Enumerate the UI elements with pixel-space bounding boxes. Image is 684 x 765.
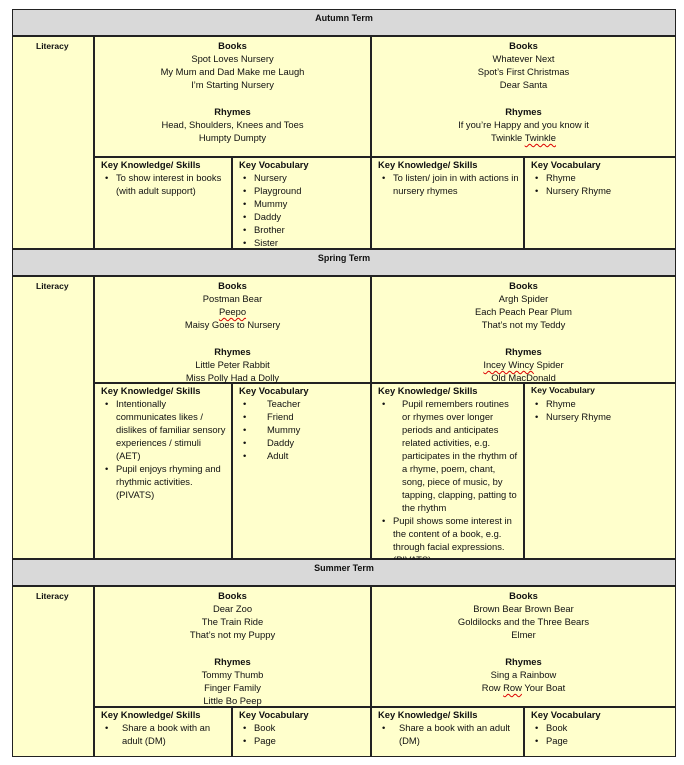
vocab-item: • Rhyme: [529, 171, 671, 184]
books-heading: Books: [509, 280, 538, 291]
books-heading: Books: [509, 590, 538, 601]
vocab-item: • Page: [237, 734, 366, 747]
book-title: Whatever Next: [492, 53, 555, 64]
book-title: Peepo: [218, 306, 247, 317]
subject-label: [12, 276, 94, 559]
skill-item: • Share a book with an adult (DM): [99, 721, 227, 747]
vocab-item: • Playground: [237, 184, 366, 197]
books-rhymes-cell: [371, 36, 676, 157]
skill-item: • Pupil enjoys rhyming and rhythmic activities. (PIVATS): [99, 462, 227, 501]
subject-text: Literacy: [36, 591, 69, 601]
subject-label: [12, 36, 94, 249]
vocab-item: • Page: [529, 734, 671, 747]
rhyme-title: Row Row Your Boat: [481, 682, 566, 693]
vocab-item: • Teacher: [237, 397, 366, 410]
skills-heading: Key Knowledge/ Skills: [378, 709, 478, 720]
book-title: Postman Bear: [202, 293, 263, 304]
rhyme-title: Humpty Dumpty: [198, 132, 267, 143]
books-rhymes-cell: [371, 586, 676, 707]
book-title: I’m Starting Nursery: [191, 79, 274, 90]
rhyme-title: If you’re Happy and you know it: [458, 119, 589, 130]
vocab-heading: Key Vocabulary: [239, 385, 309, 396]
skills-cell: [94, 383, 232, 559]
vocab-cell: [524, 383, 676, 559]
vocab-item: • Sister: [237, 236, 366, 249]
vocab-item: • Adult: [237, 449, 366, 462]
books-rhymes-cell: [94, 36, 371, 157]
books-heading: Books: [218, 280, 247, 291]
books-rhymes-cell: [371, 276, 676, 383]
book-title: The Train Ride: [201, 616, 264, 627]
book-title: Dear Zoo: [212, 603, 253, 614]
rhyme-title: Twinkle Twinkle: [491, 132, 556, 143]
books-heading: Books: [218, 40, 247, 51]
book-title: Argh Spider: [498, 293, 549, 304]
rhymes-heading: Rhymes: [505, 346, 542, 357]
vocab-item: • Nursery Rhyme: [529, 184, 671, 197]
vocab-item: • Mummy: [237, 423, 366, 436]
vocab-item: • Rhyme: [529, 397, 671, 410]
vocab-item: • Nursery Rhyme: [529, 410, 671, 423]
term-title: Autumn Term: [315, 13, 373, 23]
rhyme-title: Old MacDonald: [491, 372, 556, 383]
books-rhymes-cell: [94, 276, 371, 383]
term-title: Summer Term: [314, 563, 374, 573]
rhyme-title: Little Peter Rabbit: [195, 359, 270, 370]
rhyme-title: Miss Polly Had a Dolly: [185, 372, 280, 383]
rhymes-heading: Rhymes: [505, 106, 542, 117]
term-heading-spring: [12, 249, 676, 276]
skills-heading: Key Knowledge/ Skills: [101, 709, 201, 720]
vocab-cell: [232, 383, 371, 559]
rhymes-heading: Rhymes: [214, 656, 251, 667]
rhymes-heading: Rhymes: [214, 346, 251, 357]
skills-heading: Key Knowledge/ Skills: [378, 385, 478, 396]
book-title: My Mum and Dad Make me Laugh: [160, 66, 305, 77]
books-heading: Books: [509, 40, 538, 51]
vocab-item: • Nursery: [237, 171, 366, 184]
vocab-cell: [524, 157, 676, 249]
book-title: That’s not my Teddy: [481, 319, 566, 330]
vocab-item: • Mummy: [237, 197, 366, 210]
rhymes-heading: Rhymes: [505, 656, 542, 667]
book-title: Spot’s First Christmas: [477, 66, 570, 77]
books-heading: Books: [218, 590, 247, 601]
books-rhymes-cell: [94, 586, 371, 707]
skills-cell: [371, 383, 524, 559]
vocab-cell: [232, 707, 371, 757]
rhymes-heading: Rhymes: [214, 106, 251, 117]
skills-heading: Key Knowledge/ Skills: [378, 159, 478, 170]
vocab-item: • Book: [529, 721, 671, 734]
vocab-item: • Daddy: [237, 436, 366, 449]
book-title: Maisy Goes to Nursery: [184, 319, 281, 330]
rhyme-title: Tommy Thumb: [201, 669, 264, 680]
book-title: Goldilocks and the Three Bears: [457, 616, 590, 627]
rhyme-title: Head, Shoulders, Knees and Toes: [161, 119, 304, 130]
book-title: Dear Santa: [499, 79, 548, 90]
subject-text: Literacy: [36, 281, 69, 291]
subject-label: [12, 586, 94, 757]
rhyme-title: Finger Family: [204, 682, 261, 693]
book-title: That’s not my Puppy: [189, 629, 276, 640]
skill-item: • Pupil shows some interest in the content of a book, e.g. through facial expressions.: [376, 514, 519, 566]
rhyme-title: Little Bo Peep: [203, 695, 262, 706]
vocab-item: • Daddy: [237, 210, 366, 223]
book-title: Elmer: [511, 629, 536, 640]
vocab-heading: Key Vocabulary: [239, 709, 309, 720]
vocab-heading: Key Vocabulary: [531, 709, 601, 720]
skill-item: • Share a book with an adult (DM): [376, 721, 519, 747]
skill-item: • Intentionally communicates likes / dislikes of familiar sensory experiences / stimuli (AET): [99, 397, 227, 462]
skills-heading: Key Knowledge/ Skills: [101, 385, 201, 396]
vocab-heading: Key Vocabulary: [531, 385, 595, 395]
vocab-item: • Book: [237, 721, 366, 734]
skill-item: • Pupil remembers routines or rhymes over longer periods and anticipates related activities, e.g. participates in the rhythm of a rhyme, poem, chant, song, piece of music, by tapping, clapping, patting to the rhythm: [376, 397, 519, 514]
rhyme-title: Sing a Rainbow: [490, 669, 557, 680]
rhyme-title: Incey Wincy Spider: [483, 359, 564, 370]
term-heading-summer: [12, 559, 676, 586]
skills-heading: Key Knowledge/ Skills: [101, 159, 201, 170]
skills-cell: [94, 157, 232, 249]
subject-text: Literacy: [36, 41, 69, 51]
vocab-heading: Key Vocabulary: [239, 159, 309, 170]
skill-item: • To show interest in books (with adult support): [99, 171, 227, 197]
skills-cell: [94, 707, 232, 757]
vocab-cell: [232, 157, 371, 249]
skills-cell: [371, 157, 524, 249]
term-heading-autumn: [12, 9, 676, 36]
vocab-cell: [524, 707, 676, 757]
book-title: Spot Loves Nursery: [191, 53, 274, 64]
skill-item: • To listen/ join in with actions in nursery rhymes: [376, 171, 519, 197]
term-title: Spring Term: [317, 253, 371, 263]
vocab-item: • Friend: [237, 410, 366, 423]
vocab-item: • Brother: [237, 223, 366, 236]
book-title: Each Peach Pear Plum: [475, 306, 572, 317]
skills-cell: [371, 707, 524, 757]
vocab-heading: Key Vocabulary: [531, 159, 601, 170]
book-title: Brown Bear Brown Bear: [473, 603, 574, 614]
